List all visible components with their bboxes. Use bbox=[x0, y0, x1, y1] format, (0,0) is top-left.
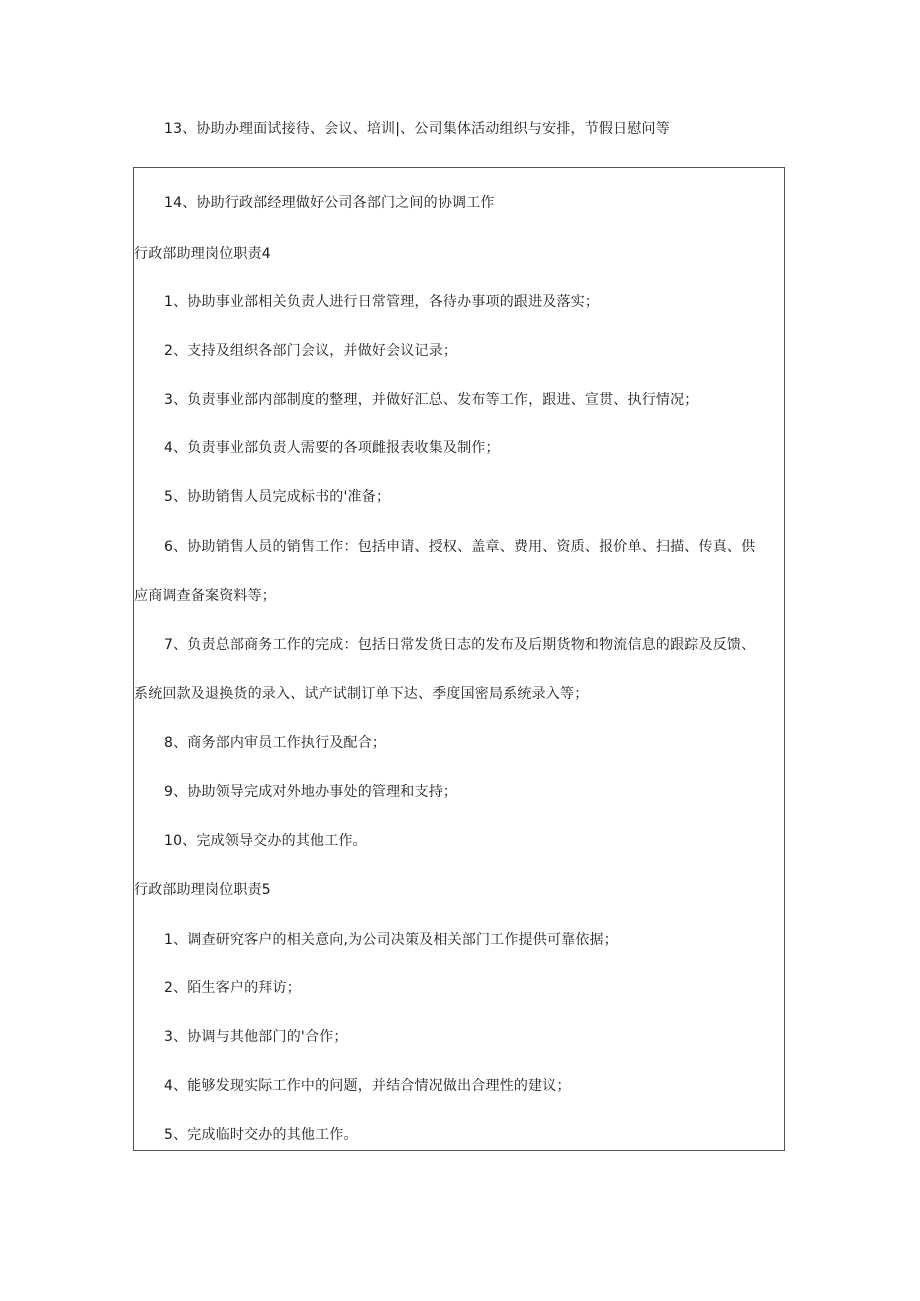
list-item: 4、能够发现实际工作中的问题，并结合情况做出合理性的建议； bbox=[164, 1078, 571, 1094]
list-item: 1、调查研究客户的相关意向,为公司决策及相关部门工作提供可靠依据； bbox=[164, 932, 618, 948]
list-item-continuation: 系统回款及退换货的录入、试产试制订单下达、季度国密局系统录入等； bbox=[134, 686, 589, 702]
content-box bbox=[133, 167, 785, 1151]
list-item: 2、陌生客户的拜访； bbox=[164, 980, 301, 996]
section-heading-4: 行政部助理岗位职责4 bbox=[134, 246, 271, 262]
list-item: 3、协调与其他部门的'合作； bbox=[164, 1029, 348, 1045]
list-item: 8、商务部内审员工作执行及配合； bbox=[164, 735, 387, 751]
paragraph-item-13: 13、协助办理面试接待、会议、培训|、公司集体活动组织与安排，节假日慰问等 bbox=[164, 121, 670, 137]
list-item: 9、协助领导完成对外地办事处的管理和支持； bbox=[164, 784, 458, 800]
list-item: 6、协助销售人员的销售工作：包括申请、授权、盖章、费用、资质、报价单、扫描、传真、供 bbox=[164, 539, 756, 555]
list-item: 4、负责事业部负责人需要的各项雌报表收集及制作； bbox=[164, 440, 500, 456]
list-item: 1、协助事业部相关负责人进行日常管理，各待办事项的跟进及落实； bbox=[164, 294, 600, 310]
paragraph-item-14: 14、协助行政部经理做好公司各部门之间的协调工作 bbox=[164, 195, 495, 211]
list-item: 5、协助销售人员完成标书的'准备； bbox=[164, 489, 391, 505]
list-item: 5、完成临时交办的其他工作。 bbox=[164, 1127, 358, 1143]
list-item: 2、支持及组织各部门会议，并做好会议记录； bbox=[164, 343, 458, 359]
list-item-continuation: 应商调查备案资料等； bbox=[134, 588, 276, 604]
list-item: 7、负责总部商务工作的完成：包括日常发货日志的发布及后期货物和物流信息的跟踪及反馈、 bbox=[164, 637, 756, 653]
list-item: 3、负责事业部内部制度的整理，并做好汇总、发布等工作，跟进、宣贯、执行情况； bbox=[164, 392, 699, 408]
list-item: 10、完成领导交办的其他工作。 bbox=[164, 833, 367, 849]
section-heading-5: 行政部助理岗位职责5 bbox=[134, 882, 271, 898]
